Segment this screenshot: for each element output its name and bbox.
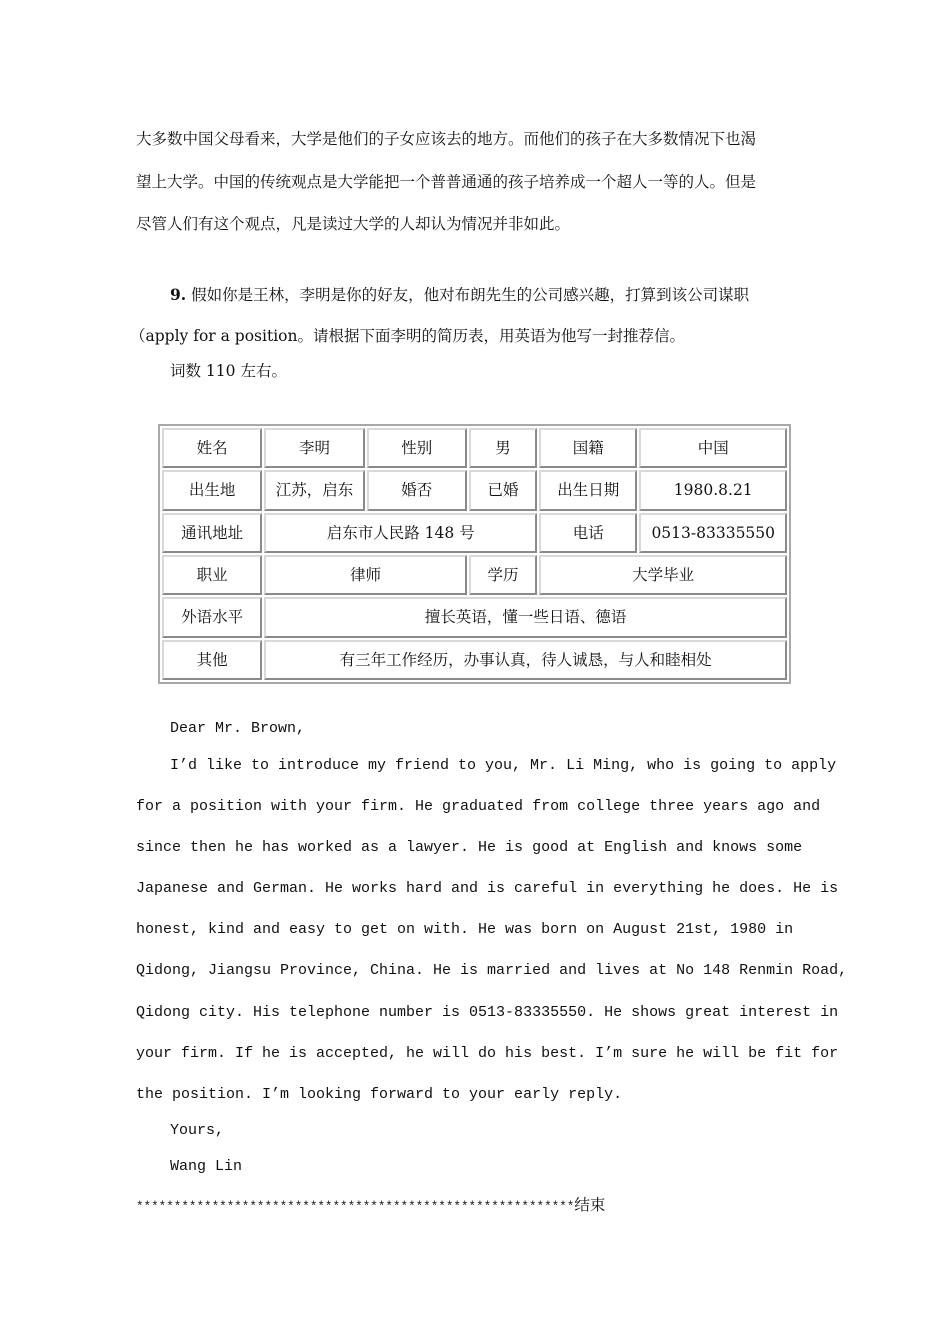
job-value: 律师 (264, 555, 467, 595)
marital-value: 已婚 (469, 470, 537, 510)
birthplace-value: 江苏，启东 (264, 470, 364, 510)
table-row (162, 470, 787, 510)
paragraph-line: 望上大学。中国的传统观点是大学能把一个普普通通的孩子培养成一个超人一等的人。但是 (136, 173, 757, 191)
question-text: 假如你是王林，李明是你的好友，他对布朗先生的公司感兴趣，打算到该公司谋职 (191, 286, 750, 304)
end-text: 结束 (574, 1196, 606, 1214)
end-marker (136, 1193, 605, 1215)
letter-body-line: the position. I’m looking forward to your early reply. (136, 1086, 623, 1103)
question-word-count: 词数 110 左右。 (170, 362, 287, 380)
birthplace-label: 出生地 (162, 470, 262, 510)
job-label: 职业 (162, 555, 262, 595)
question-line (170, 283, 749, 305)
nationality-label: 国籍 (539, 428, 637, 468)
other-label: 其他 (162, 640, 262, 680)
address-label: 通讯地址 (162, 513, 262, 553)
phone-label: 电话 (539, 513, 637, 553)
other-value: 有三年工作经历，办事认真，待人诚恳，与人和睦相处 (264, 640, 787, 680)
nationality-value: 中国 (639, 428, 787, 468)
star-divider: ********************************************************** (136, 1200, 575, 1214)
question-number: 9. (170, 285, 187, 304)
table-row (162, 640, 787, 680)
letter-body-line: honest, kind and easy to get on with. He was born on August 21st, 1980 in (136, 921, 794, 938)
birthdate-label: 出生日期 (539, 470, 637, 510)
resume-table (158, 424, 791, 684)
gender-label: 性别 (367, 428, 467, 468)
letter-body-line: since then he has worked as a lawyer. He is good at English and knows some (136, 839, 803, 856)
letter-body-line: for a position with your firm. He graduated from college three years ago and (136, 798, 821, 815)
name-label: 姓名 (162, 428, 262, 468)
phone-value: 0513-83335550 (639, 513, 787, 553)
paragraph-line: 尽管人们有这个观点，凡是读过大学的人却认为情况并非如此。 (136, 215, 571, 233)
paragraph-line: 大多数中国父母看来，大学是他们的子女应该去的地方。而他们的孩子在大多数情况下也渴 (136, 130, 757, 148)
letter-body-line: Japanese and German. He works hard and is careful in everything he does. He is (136, 880, 839, 897)
question-line: （apply for a position。请根据下面李明的简历表，用英语为他写一封推荐信。 (130, 327, 685, 345)
letter-greeting: Dear Mr. Brown, (170, 720, 306, 737)
birthdate-value: 1980.8.21 (639, 470, 787, 510)
letter-body-line: your firm. If he is accepted, he will do his best. I’m sure he will be fit for (136, 1045, 839, 1062)
gender-value: 男 (469, 428, 537, 468)
letter-closing: Yours, (170, 1122, 225, 1139)
address-value: 启东市人民路 148 号 (264, 513, 537, 553)
letter-body-line: I’d like to introduce my friend to you, Mr. Li Ming, who is going to apply (170, 757, 837, 774)
education-value: 大学毕业 (539, 555, 787, 595)
table-row (162, 597, 787, 637)
language-value: 擅长英语，懂一些日语、德语 (264, 597, 787, 637)
letter-body-line: Qidong, Jiangsu Province, China. He is married and lives at No 148 Renmin Road, (136, 962, 848, 979)
table-row (162, 555, 787, 595)
table-row (162, 513, 787, 553)
table-row (162, 428, 787, 468)
education-label: 学历 (469, 555, 537, 595)
name-value: 李明 (264, 428, 364, 468)
language-label: 外语水平 (162, 597, 262, 637)
letter-signature: Wang Lin (170, 1158, 243, 1175)
letter-body-line: Qidong city. His telephone number is 0513-83335550. He shows great interest in (136, 1004, 839, 1021)
marital-label: 婚否 (367, 470, 467, 510)
